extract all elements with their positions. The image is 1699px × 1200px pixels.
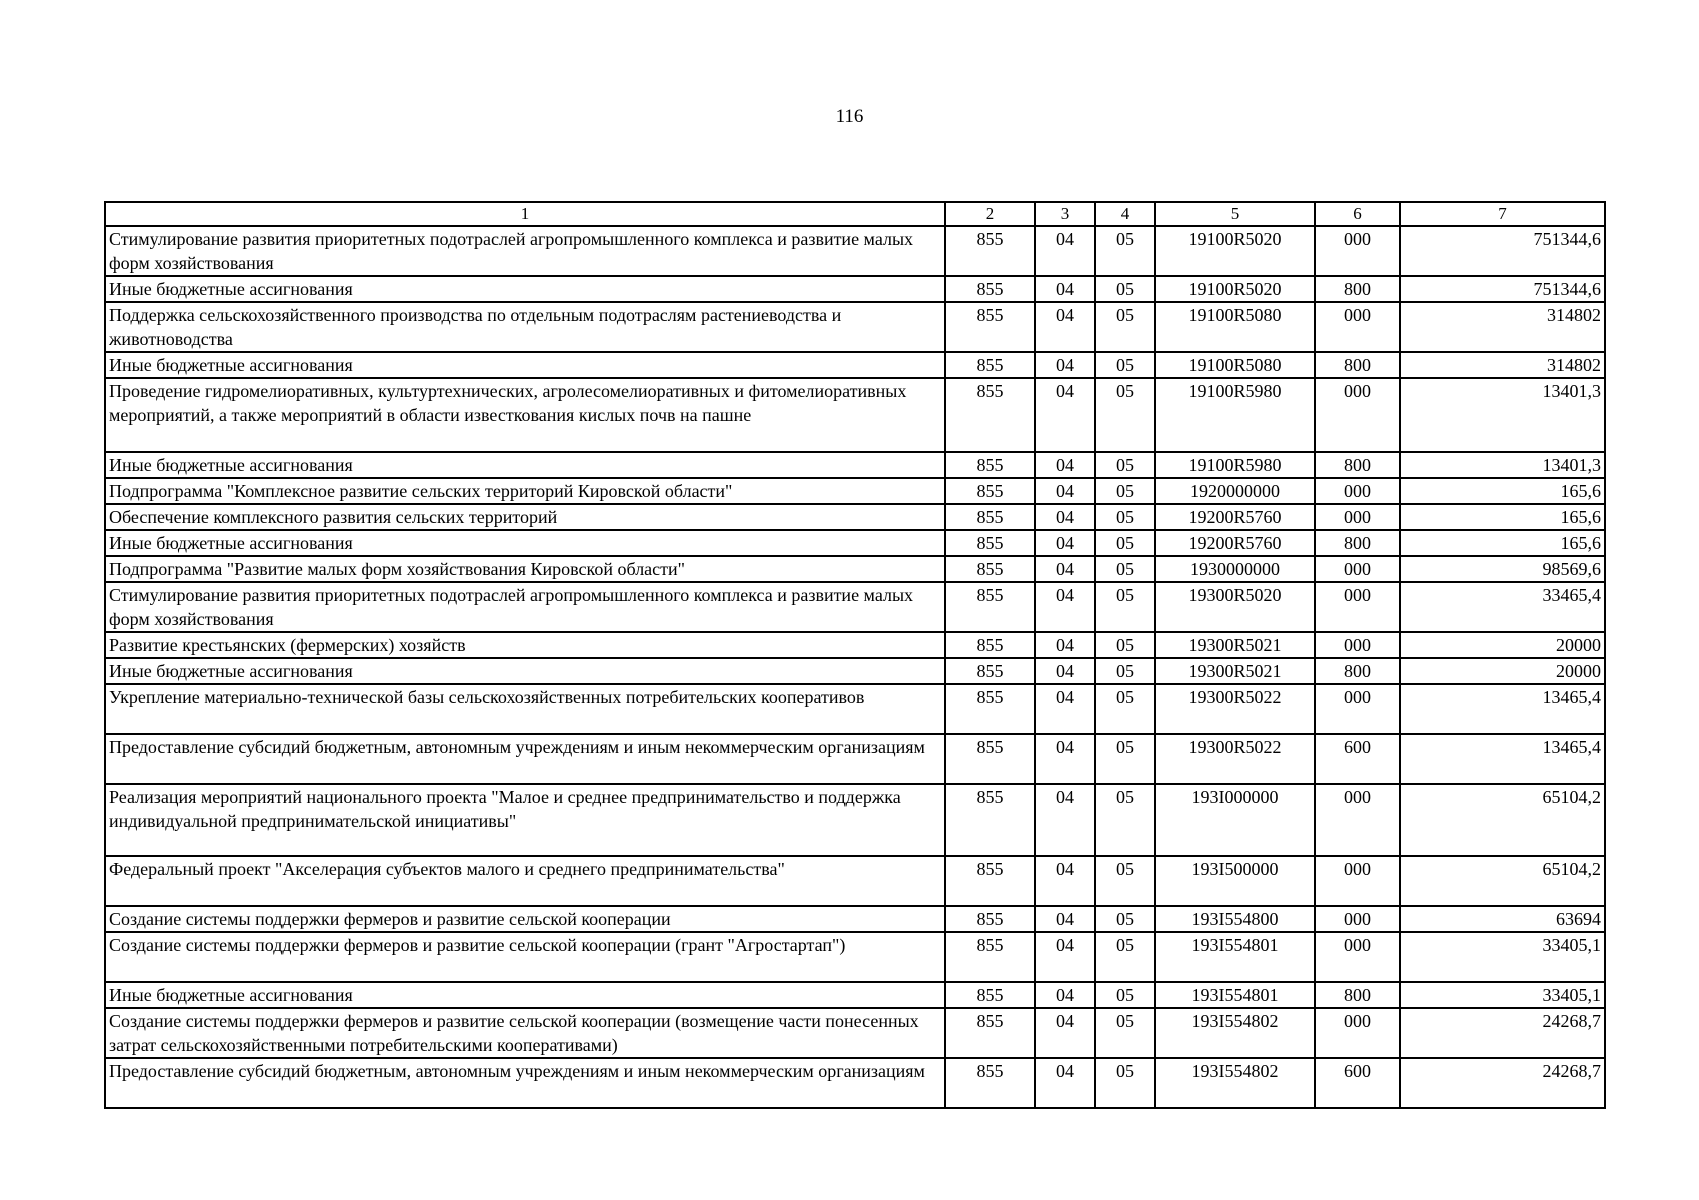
header-col-4: 4	[1095, 202, 1155, 226]
table-row	[105, 906, 1605, 932]
row-grbs-code: 855	[945, 352, 1035, 378]
row-target-article: 19100R5020	[1155, 276, 1315, 302]
row-expense-type: 000	[1315, 906, 1400, 932]
table-row	[105, 352, 1605, 378]
row-amount: 751344,6	[1400, 226, 1605, 276]
row-amount: 13401,3	[1400, 452, 1605, 478]
row-grbs-code: 855	[945, 932, 1035, 982]
row-grbs-code: 855	[945, 556, 1035, 582]
table-row	[105, 556, 1605, 582]
table-row	[105, 658, 1605, 684]
row-section-code: 04	[1035, 452, 1095, 478]
row-section-code: 04	[1035, 1058, 1095, 1108]
row-description: Обеспечение комплексного развития сельских территорий	[105, 504, 945, 530]
row-description: Проведение гидромелиоративных, культуртехнических, агролесомелиоративных и фитомелиоративных мероприятий, а также мероприятий в области известкования кислых почв на пашне	[105, 378, 945, 452]
row-expense-type: 000	[1315, 784, 1400, 856]
table-row	[105, 302, 1605, 352]
row-amount: 13465,4	[1400, 734, 1605, 784]
row-subsection-code: 05	[1095, 734, 1155, 784]
row-amount: 33405,1	[1400, 982, 1605, 1008]
row-description: Укрепление материально-технической базы сельскохозяйственных потребительских кооперативов	[105, 684, 945, 734]
row-section-code: 04	[1035, 582, 1095, 632]
row-amount: 24268,7	[1400, 1008, 1605, 1058]
row-expense-type: 000	[1315, 932, 1400, 982]
row-expense-type: 800	[1315, 530, 1400, 556]
row-target-article: 19100R5080	[1155, 302, 1315, 352]
row-amount: 33465,4	[1400, 582, 1605, 632]
table-row	[105, 1058, 1605, 1108]
row-description: Подпрограмма "Комплексное развитие сельских территорий Кировской области"	[105, 478, 945, 504]
row-expense-type: 600	[1315, 1058, 1400, 1108]
table-row	[105, 378, 1605, 452]
row-expense-type: 800	[1315, 452, 1400, 478]
row-section-code: 04	[1035, 982, 1095, 1008]
row-description: Иные бюджетные ассигнования	[105, 452, 945, 478]
row-target-article: 19300R5020	[1155, 582, 1315, 632]
row-subsection-code: 05	[1095, 632, 1155, 658]
row-section-code: 04	[1035, 906, 1095, 932]
row-section-code: 04	[1035, 734, 1095, 784]
row-expense-type: 800	[1315, 982, 1400, 1008]
row-target-article: 19100R5080	[1155, 352, 1315, 378]
row-subsection-code: 05	[1095, 452, 1155, 478]
header-col-2: 2	[945, 202, 1035, 226]
row-grbs-code: 855	[945, 452, 1035, 478]
row-target-article: 1920000000	[1155, 478, 1315, 504]
row-amount: 13401,3	[1400, 378, 1605, 452]
row-subsection-code: 05	[1095, 856, 1155, 906]
row-section-code: 04	[1035, 504, 1095, 530]
row-amount: 165,6	[1400, 504, 1605, 530]
row-target-article: 19200R5760	[1155, 530, 1315, 556]
row-subsection-code: 05	[1095, 982, 1155, 1008]
row-section-code: 04	[1035, 658, 1095, 684]
row-expense-type: 800	[1315, 276, 1400, 302]
row-subsection-code: 05	[1095, 784, 1155, 856]
row-target-article: 193I554800	[1155, 906, 1315, 932]
row-section-code: 04	[1035, 684, 1095, 734]
row-description: Иные бюджетные ассигнования	[105, 982, 945, 1008]
row-amount: 20000	[1400, 658, 1605, 684]
row-amount: 65104,2	[1400, 856, 1605, 906]
row-expense-type: 000	[1315, 378, 1400, 452]
row-grbs-code: 855	[945, 982, 1035, 1008]
row-expense-type: 000	[1315, 684, 1400, 734]
row-target-article: 193I554801	[1155, 982, 1315, 1008]
row-section-code: 04	[1035, 556, 1095, 582]
row-expense-type: 000	[1315, 632, 1400, 658]
header-col-7: 7	[1400, 202, 1605, 226]
table-row	[105, 734, 1605, 784]
row-grbs-code: 855	[945, 504, 1035, 530]
row-expense-type: 600	[1315, 734, 1400, 784]
row-grbs-code: 855	[945, 856, 1035, 906]
row-section-code: 04	[1035, 378, 1095, 452]
row-description: Развитие крестьянских (фермерских) хозяйств	[105, 632, 945, 658]
row-description: Создание системы поддержки фермеров и развитие сельской кооперации (возмещение части понесенных затрат сельскохозяйственными потребительскими кооперативами)	[105, 1008, 945, 1058]
table-row	[105, 1008, 1605, 1058]
row-target-article: 193I500000	[1155, 856, 1315, 906]
row-amount: 314802	[1400, 352, 1605, 378]
row-grbs-code: 855	[945, 684, 1035, 734]
row-expense-type: 000	[1315, 1008, 1400, 1058]
row-subsection-code: 05	[1095, 1008, 1155, 1058]
row-section-code: 04	[1035, 226, 1095, 276]
row-amount: 20000	[1400, 632, 1605, 658]
table-row	[105, 226, 1605, 276]
row-amount: 751344,6	[1400, 276, 1605, 302]
row-grbs-code: 855	[945, 784, 1035, 856]
row-section-code: 04	[1035, 856, 1095, 906]
page-number: 116	[835, 106, 864, 127]
row-subsection-code: 05	[1095, 504, 1155, 530]
table-row	[105, 684, 1605, 734]
table-row	[105, 530, 1605, 556]
table-row	[105, 504, 1605, 530]
table-row	[105, 784, 1605, 856]
row-subsection-code: 05	[1095, 226, 1155, 276]
row-target-article: 19100R5020	[1155, 226, 1315, 276]
row-description: Реализация мероприятий национального проекта "Малое и среднее предпринимательство и поддержка индивидуальной предпринимательской инициативы"	[105, 784, 945, 856]
row-description: Подпрограмма "Развитие малых форм хозяйствования Кировской области"	[105, 556, 945, 582]
row-description: Поддержка сельскохозяйственного производства по отдельным подотраслям растениеводства и животноводства	[105, 302, 945, 352]
row-target-article: 193I554802	[1155, 1058, 1315, 1108]
row-expense-type: 000	[1315, 582, 1400, 632]
row-grbs-code: 855	[945, 226, 1035, 276]
row-description: Иные бюджетные ассигнования	[105, 276, 945, 302]
table-row	[105, 582, 1605, 632]
row-grbs-code: 855	[945, 582, 1035, 632]
row-description: Предоставление субсидий бюджетным, автономным учреждениям и иным некоммерческим организациям	[105, 1058, 945, 1108]
row-grbs-code: 855	[945, 658, 1035, 684]
row-description: Создание системы поддержки фермеров и развитие сельской кооперации	[105, 906, 945, 932]
row-amount: 63694	[1400, 906, 1605, 932]
row-amount: 98569,6	[1400, 556, 1605, 582]
row-subsection-code: 05	[1095, 582, 1155, 632]
row-amount: 165,6	[1400, 478, 1605, 504]
row-section-code: 04	[1035, 478, 1095, 504]
row-section-code: 04	[1035, 276, 1095, 302]
table-row	[105, 982, 1605, 1008]
row-subsection-code: 05	[1095, 1058, 1155, 1108]
row-subsection-code: 05	[1095, 378, 1155, 452]
row-grbs-code: 855	[945, 1008, 1035, 1058]
header-col-5: 5	[1155, 202, 1315, 226]
table-row	[105, 856, 1605, 906]
row-subsection-code: 05	[1095, 556, 1155, 582]
table-row	[105, 932, 1605, 982]
row-subsection-code: 05	[1095, 530, 1155, 556]
row-expense-type: 800	[1315, 658, 1400, 684]
table-row	[105, 478, 1605, 504]
table-row	[105, 452, 1605, 478]
header-col-1: 1	[105, 202, 945, 226]
row-subsection-code: 05	[1095, 352, 1155, 378]
row-grbs-code: 855	[945, 530, 1035, 556]
row-target-article: 19300R5022	[1155, 734, 1315, 784]
row-description: Иные бюджетные ассигнования	[105, 530, 945, 556]
header-row	[105, 202, 1605, 226]
row-target-article: 1930000000	[1155, 556, 1315, 582]
row-target-article: 19100R5980	[1155, 452, 1315, 478]
row-amount: 24268,7	[1400, 1058, 1605, 1108]
row-target-article: 19300R5021	[1155, 632, 1315, 658]
header-col-6: 6	[1315, 202, 1400, 226]
row-subsection-code: 05	[1095, 932, 1155, 982]
row-section-code: 04	[1035, 530, 1095, 556]
row-target-article: 19300R5022	[1155, 684, 1315, 734]
row-target-article: 19200R5760	[1155, 504, 1315, 530]
row-amount: 65104,2	[1400, 784, 1605, 856]
row-section-code: 04	[1035, 932, 1095, 982]
header-col-3: 3	[1035, 202, 1095, 226]
row-amount: 165,6	[1400, 530, 1605, 556]
row-grbs-code: 855	[945, 276, 1035, 302]
row-amount: 314802	[1400, 302, 1605, 352]
row-section-code: 04	[1035, 784, 1095, 856]
row-expense-type: 000	[1315, 504, 1400, 530]
row-target-article: 193I000000	[1155, 784, 1315, 856]
row-target-article: 19300R5021	[1155, 658, 1315, 684]
row-expense-type: 000	[1315, 556, 1400, 582]
row-subsection-code: 05	[1095, 276, 1155, 302]
row-subsection-code: 05	[1095, 478, 1155, 504]
row-grbs-code: 855	[945, 1058, 1035, 1108]
row-expense-type: 800	[1315, 352, 1400, 378]
row-expense-type: 000	[1315, 226, 1400, 276]
row-subsection-code: 05	[1095, 658, 1155, 684]
row-description: Федеральный проект "Акселерация субъектов малого и среднего предпринимательства"	[105, 856, 945, 906]
row-amount: 13465,4	[1400, 684, 1605, 734]
row-description: Иные бюджетные ассигнования	[105, 352, 945, 378]
budget-table	[104, 201, 1606, 1109]
row-description: Стимулирование развития приоритетных подотраслей агропромышленного комплекса и развитие малых форм хозяйствования	[105, 582, 945, 632]
row-grbs-code: 855	[945, 478, 1035, 504]
row-target-article: 193I554801	[1155, 932, 1315, 982]
row-description: Создание системы поддержки фермеров и развитие сельской кооперации (грант "Агростартап")	[105, 932, 945, 982]
row-section-code: 04	[1035, 632, 1095, 658]
row-section-code: 04	[1035, 352, 1095, 378]
row-section-code: 04	[1035, 1008, 1095, 1058]
row-description: Иные бюджетные ассигнования	[105, 658, 945, 684]
row-target-article: 19100R5980	[1155, 378, 1315, 452]
row-expense-type: 000	[1315, 302, 1400, 352]
table-row	[105, 632, 1605, 658]
row-subsection-code: 05	[1095, 302, 1155, 352]
row-grbs-code: 855	[945, 378, 1035, 452]
row-expense-type: 000	[1315, 478, 1400, 504]
row-grbs-code: 855	[945, 906, 1035, 932]
row-grbs-code: 855	[945, 302, 1035, 352]
row-target-article: 193I554802	[1155, 1008, 1315, 1058]
table-row	[105, 276, 1605, 302]
row-subsection-code: 05	[1095, 684, 1155, 734]
row-section-code: 04	[1035, 302, 1095, 352]
row-expense-type: 000	[1315, 856, 1400, 906]
row-amount: 33405,1	[1400, 932, 1605, 982]
row-description: Предоставление субсидий бюджетным, автономным учреждениям и иным некоммерческим организациям	[105, 734, 945, 784]
row-description: Стимулирование развития приоритетных подотраслей агропромышленного комплекса и развитие малых форм хозяйствования	[105, 226, 945, 276]
row-grbs-code: 855	[945, 632, 1035, 658]
row-grbs-code: 855	[945, 734, 1035, 784]
row-subsection-code: 05	[1095, 906, 1155, 932]
